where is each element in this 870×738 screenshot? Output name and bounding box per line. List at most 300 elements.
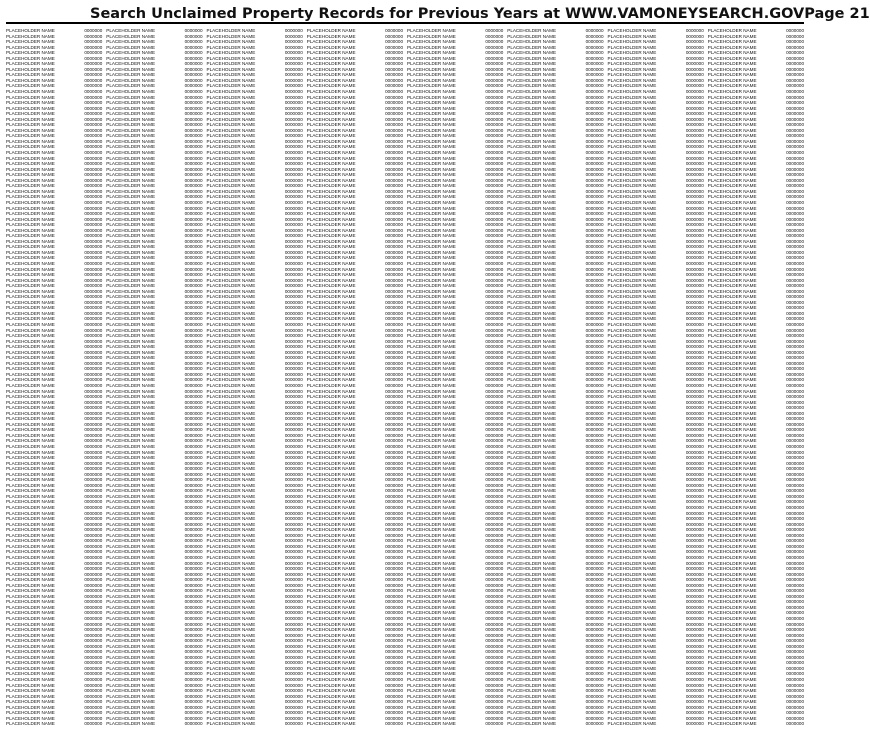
owner-name: PLACEHOLDER NAME [6,61,55,67]
property-id: 0000000 [485,360,504,366]
property-id: 0000000 [84,665,103,671]
property-id: 0000000 [786,660,804,666]
property-id: 0000000 [184,588,203,594]
property-id: 0000000 [786,638,804,644]
owner-name: PLACEHOLDER NAME [607,455,657,461]
property-id: 0000000 [786,94,804,100]
property-id: 0000000 [485,455,504,461]
owner-name: PLACEHOLDER NAME [607,66,657,72]
property-id: 0000000 [385,499,403,505]
property-id: 0000000 [485,83,504,89]
property-id: 0000000 [685,72,704,78]
owner-name: PLACEHOLDER NAME [407,305,456,311]
owner-name: PLACEHOLDER NAME [607,577,657,583]
owner-name: PLACEHOLDER NAME [607,116,657,122]
property-id: 0000000 [84,582,103,588]
property-id: 0000000 [485,615,504,621]
property-id: 0000000 [184,355,203,361]
owner-name: PLACEHOLDER NAME [507,39,557,45]
owner-name: PLACEHOLDER NAME [407,238,456,244]
owner-name: PLACEHOLDER NAME [707,460,757,466]
property-id: 0000000 [184,266,203,272]
owner-name: PLACEHOLDER NAME [607,643,657,649]
owner-name: PLACEHOLDER NAME [707,427,757,433]
owner-name: PLACEHOLDER NAME [306,211,356,217]
property-id: 0000000 [485,66,504,72]
owner-name: PLACEHOLDER NAME [607,127,657,133]
property-id: 0000000 [84,471,103,477]
property-id: 0000000 [685,89,704,95]
owner-name: PLACEHOLDER NAME [607,649,657,655]
owner-name: PLACEHOLDER NAME [507,183,557,189]
property-id: 0000000 [84,627,103,633]
owner-name: PLACEHOLDER NAME [306,161,356,167]
owner-name: PLACEHOLDER NAME [407,55,456,61]
property-id: 0000000 [685,138,704,144]
property-id: 0000000 [385,100,403,106]
owner-name: PLACEHOLDER NAME [607,89,657,95]
property-id: 0000000 [786,388,804,394]
owner-name: PLACEHOLDER NAME [206,94,256,100]
property-id: 0000000 [485,28,504,33]
owner-name: PLACEHOLDER NAME [407,94,456,100]
property-id: 0000000 [585,554,604,560]
property-id: 0000000 [786,671,804,677]
owner-name: PLACEHOLDER NAME [6,416,55,422]
property-id: 0000000 [184,704,203,710]
owner-name: PLACEHOLDER NAME [206,299,256,305]
owner-name: PLACEHOLDER NAME [206,460,256,466]
owner-name: PLACEHOLDER NAME [106,277,156,283]
owner-name: PLACEHOLDER NAME [707,671,757,677]
property-id: 0000000 [184,288,203,294]
property-id: 0000000 [385,516,403,522]
property-id: 0000000 [585,294,604,300]
owner-name: PLACEHOLDER NAME [607,477,657,483]
property-id: 0000000 [585,499,604,505]
property-id: 0000000 [84,294,103,300]
property-id: 0000000 [84,593,103,599]
owner-name: PLACEHOLDER NAME [306,676,356,682]
owner-name: PLACEHOLDER NAME [507,266,557,272]
property-id: 0000000 [385,676,403,682]
property-id: 0000000 [84,50,103,56]
owner-name: PLACEHOLDER NAME [6,599,55,605]
property-id: 0000000 [184,405,203,411]
property-id: 0000000 [585,172,604,178]
owner-name: PLACEHOLDER NAME [407,161,456,167]
property-id: 0000000 [685,349,704,355]
property-id: 0000000 [585,28,604,33]
owner-name: PLACEHOLDER NAME [707,577,757,583]
property-id: 0000000 [84,66,103,72]
owner-name: PLACEHOLDER NAME [407,116,456,122]
owner-name: PLACEHOLDER NAME [507,222,557,228]
owner-name: PLACEHOLDER NAME [206,83,256,89]
property-id: 0000000 [84,577,103,583]
property-id: 0000000 [184,444,203,450]
owner-name: PLACEHOLDER NAME [106,427,156,433]
owner-name: PLACEHOLDER NAME [607,277,657,283]
property-id: 0000000 [284,554,303,560]
property-id: 0000000 [184,205,203,211]
property-id: 0000000 [585,277,604,283]
owner-name: PLACEHOLDER NAME [407,693,456,699]
owner-name: PLACEHOLDER NAME [206,89,256,95]
owner-name: PLACEHOLDER NAME [206,688,256,694]
property-id: 0000000 [184,50,203,56]
property-id: 0000000 [385,177,403,183]
owner-name: PLACEHOLDER NAME [707,211,757,217]
owner-name: PLACEHOLDER NAME [206,615,256,621]
owner-name: PLACEHOLDER NAME [407,566,456,572]
property-id: 0000000 [485,299,504,305]
property-id: 0000000 [786,577,804,583]
owner-name: PLACEHOLDER NAME [707,665,757,671]
owner-name: PLACEHOLDER NAME [206,394,256,400]
owner-name: PLACEHOLDER NAME [306,244,356,250]
owner-name: PLACEHOLDER NAME [407,299,456,305]
owner-name: PLACEHOLDER NAME [407,272,456,278]
owner-name: PLACEHOLDER NAME [707,627,757,633]
owner-name: PLACEHOLDER NAME [507,161,557,167]
property-id: 0000000 [184,577,203,583]
property-id: 0000000 [485,183,504,189]
property-id: 0000000 [485,338,504,344]
property-id: 0000000 [485,638,504,644]
property-id: 0000000 [585,188,604,194]
listing-entry [507,721,603,727]
property-id: 0000000 [585,471,604,477]
owner-name: PLACEHOLDER NAME [607,399,657,405]
property-id: 0000000 [786,349,804,355]
property-id: 0000000 [184,399,203,405]
property-id: 0000000 [786,599,804,605]
property-id: 0000000 [585,105,604,111]
owner-name: PLACEHOLDER NAME [507,244,557,250]
owner-name: PLACEHOLDER NAME [507,604,557,610]
property-id: 0000000 [685,55,704,61]
owner-name: PLACEHOLDER NAME [407,715,456,721]
owner-name: PLACEHOLDER NAME [707,676,757,682]
owner-name: PLACEHOLDER NAME [206,272,256,278]
owner-name: PLACEHOLDER NAME [507,693,557,699]
property-id: 0000000 [385,255,403,261]
owner-name: PLACEHOLDER NAME [306,427,356,433]
owner-name: PLACEHOLDER NAME [206,28,256,33]
property-id: 0000000 [585,405,604,411]
property-id: 0000000 [786,516,804,522]
owner-name: PLACEHOLDER NAME [607,615,657,621]
owner-name: PLACEHOLDER NAME [6,327,55,333]
property-id: 0000000 [786,416,804,422]
property-id: 0000000 [184,105,203,111]
owner-name: PLACEHOLDER NAME [407,216,456,222]
owner-name: PLACEHOLDER NAME [206,543,256,549]
property-id: 0000000 [385,249,403,255]
owner-name: PLACEHOLDER NAME [707,55,757,61]
property-id: 0000000 [385,288,403,294]
owner-name: PLACEHOLDER NAME [206,305,256,311]
owner-name: PLACEHOLDER NAME [6,704,55,710]
owner-name: PLACEHOLDER NAME [407,554,456,560]
property-id: 0000000 [284,449,303,455]
owner-name: PLACEHOLDER NAME [407,682,456,688]
property-id: 0000000 [184,338,203,344]
property-id: 0000000 [485,427,504,433]
property-id: 0000000 [786,554,804,560]
property-id: 0000000 [84,676,103,682]
property-id: 0000000 [385,277,403,283]
owner-name: PLACEHOLDER NAME [106,83,156,89]
property-id: 0000000 [786,50,804,56]
owner-name: PLACEHOLDER NAME [407,654,456,660]
property-id: 0000000 [485,122,504,128]
property-id: 0000000 [284,610,303,616]
owner-name: PLACEHOLDER NAME [707,688,757,694]
owner-name: PLACEHOLDER NAME [106,488,156,494]
property-id: 0000000 [284,100,303,106]
property-id: 0000000 [385,577,403,583]
property-id: 0000000 [585,521,604,527]
owner-name: PLACEHOLDER NAME [607,682,657,688]
property-id: 0000000 [485,582,504,588]
owner-name: PLACEHOLDER NAME [306,610,356,616]
property-id: 0000000 [585,227,604,233]
property-id: 0000000 [184,543,203,549]
owner-name: PLACEHOLDER NAME [206,466,256,472]
owner-name: PLACEHOLDER NAME [6,183,55,189]
owner-name: PLACEHOLDER NAME [206,643,256,649]
owner-name: PLACEHOLDER NAME [6,466,55,472]
owner-name: PLACEHOLDER NAME [607,294,657,300]
property-id: 0000000 [84,527,103,533]
property-id: 0000000 [585,39,604,45]
property-id: 0000000 [786,211,804,217]
property-id: 0000000 [184,721,203,727]
property-id: 0000000 [284,188,303,194]
owner-name: PLACEHOLDER NAME [106,227,156,233]
property-id: 0000000 [685,277,704,283]
property-id: 0000000 [84,299,103,305]
owner-name: PLACEHOLDER NAME [306,621,356,627]
owner-name: PLACEHOLDER NAME [6,432,55,438]
listing-column [106,28,202,736]
owner-name: PLACEHOLDER NAME [106,183,156,189]
property-id: 0000000 [184,566,203,572]
owner-name: PLACEHOLDER NAME [6,266,55,272]
owner-name: PLACEHOLDER NAME [306,638,356,644]
owner-name: PLACEHOLDER NAME [106,566,156,572]
property-id: 0000000 [184,188,203,194]
property-id: 0000000 [685,471,704,477]
property-id: 0000000 [385,627,403,633]
owner-name: PLACEHOLDER NAME [707,599,757,605]
owner-name: PLACEHOLDER NAME [407,321,456,327]
owner-name: PLACEHOLDER NAME [507,327,557,333]
property-id: 0000000 [184,44,203,50]
owner-name: PLACEHOLDER NAME [607,216,657,222]
property-id: 0000000 [786,521,804,527]
owner-name: PLACEHOLDER NAME [106,582,156,588]
owner-name: PLACEHOLDER NAME [707,383,757,388]
owner-name: PLACEHOLDER NAME [607,100,657,106]
owner-name: PLACEHOLDER NAME [407,577,456,583]
owner-name: PLACEHOLDER NAME [607,333,657,339]
owner-name: PLACEHOLDER NAME [707,588,757,594]
property-id: 0000000 [184,627,203,633]
property-id: 0000000 [184,632,203,638]
owner-name: PLACEHOLDER NAME [206,100,256,106]
property-id: 0000000 [786,294,804,300]
property-id: 0000000 [84,493,103,499]
owner-name: PLACEHOLDER NAME [707,416,757,422]
owner-name: PLACEHOLDER NAME [106,377,156,383]
owner-name: PLACEHOLDER NAME [507,255,557,261]
property-id: 0000000 [685,50,704,56]
owner-name: PLACEHOLDER NAME [306,543,356,549]
owner-name: PLACEHOLDER NAME [407,344,456,350]
owner-name: PLACEHOLDER NAME [6,288,55,294]
owner-name: PLACEHOLDER NAME [507,577,557,583]
property-id: 0000000 [284,510,303,516]
owner-name: PLACEHOLDER NAME [607,144,657,150]
property-id: 0000000 [184,521,203,527]
owner-name: PLACEHOLDER NAME [106,682,156,688]
property-id: 0000000 [284,527,303,533]
property-id: 0000000 [284,55,303,61]
property-id: 0000000 [184,421,203,427]
property-id: 0000000 [685,399,704,405]
owner-name: PLACEHOLDER NAME [306,111,356,117]
owner-name: PLACEHOLDER NAME [707,122,757,128]
property-id: 0000000 [485,721,504,727]
owner-name: PLACEHOLDER NAME [607,177,657,183]
owner-name: PLACEHOLDER NAME [507,77,557,83]
property-id: 0000000 [485,438,504,444]
owner-name: PLACEHOLDER NAME [507,321,557,327]
property-id: 0000000 [385,505,403,511]
property-id: 0000000 [786,249,804,255]
owner-name: PLACEHOLDER NAME [206,288,256,294]
property-id: 0000000 [585,377,604,383]
property-id: 0000000 [385,688,403,694]
owner-name: PLACEHOLDER NAME [607,249,657,255]
property-id: 0000000 [786,549,804,555]
property-id: 0000000 [485,410,504,416]
property-id: 0000000 [385,421,403,427]
owner-name: PLACEHOLDER NAME [106,638,156,644]
owner-name: PLACEHOLDER NAME [206,521,256,527]
owner-name: PLACEHOLDER NAME [6,155,55,161]
owner-name: PLACEHOLDER NAME [206,582,256,588]
property-id: 0000000 [84,216,103,222]
owner-name: PLACEHOLDER NAME [507,211,557,217]
property-id: 0000000 [184,699,203,705]
property-id: 0000000 [685,688,704,694]
property-id: 0000000 [485,172,504,178]
property-id: 0000000 [184,222,203,228]
property-id: 0000000 [385,161,403,167]
owner-name: PLACEHOLDER NAME [6,127,55,133]
owner-name: PLACEHOLDER NAME [507,665,557,671]
owner-name: PLACEHOLDER NAME [707,366,757,372]
owner-name: PLACEHOLDER NAME [407,466,456,472]
property-id: 0000000 [585,577,604,583]
owner-name: PLACEHOLDER NAME [106,161,156,167]
property-id: 0000000 [485,366,504,372]
owner-name: PLACEHOLDER NAME [607,394,657,400]
owner-name: PLACEHOLDER NAME [607,693,657,699]
property-id: 0000000 [685,444,704,450]
property-id: 0000000 [585,233,604,239]
property-id: 0000000 [786,188,804,194]
owner-name: PLACEHOLDER NAME [6,277,55,283]
owner-name: PLACEHOLDER NAME [407,527,456,533]
owner-name: PLACEHOLDER NAME [306,55,356,61]
owner-name: PLACEHOLDER NAME [206,216,256,222]
owner-name: PLACEHOLDER NAME [6,355,55,361]
owner-name: PLACEHOLDER NAME [607,543,657,549]
property-id: 0000000 [685,111,704,117]
property-id: 0000000 [485,388,504,394]
owner-name: PLACEHOLDER NAME [407,50,456,56]
owner-name: PLACEHOLDER NAME [206,399,256,405]
property-id: 0000000 [84,682,103,688]
property-id: 0000000 [385,338,403,344]
property-id: 0000000 [585,388,604,394]
property-id: 0000000 [786,505,804,511]
property-id: 0000000 [385,310,403,316]
property-id: 0000000 [685,105,704,111]
property-id: 0000000 [786,183,804,189]
property-id: 0000000 [84,277,103,283]
property-id: 0000000 [585,427,604,433]
property-id: 0000000 [184,138,203,144]
listing-entry [6,721,102,727]
owner-name: PLACEHOLDER NAME [407,211,456,217]
property-id: 0000000 [84,588,103,594]
property-id: 0000000 [84,416,103,422]
property-id: 0000000 [184,527,203,533]
owner-name: PLACEHOLDER NAME [507,482,557,488]
property-id: 0000000 [284,39,303,45]
owner-name: PLACEHOLDER NAME [106,444,156,450]
property-id: 0000000 [385,321,403,327]
property-id: 0000000 [184,610,203,616]
property-id: 0000000 [184,682,203,688]
property-id: 0000000 [184,466,203,472]
owner-name: PLACEHOLDER NAME [707,144,757,150]
property-id: 0000000 [385,638,403,644]
owner-name: PLACEHOLDER NAME [306,510,356,516]
property-id: 0000000 [485,277,504,283]
property-id: 0000000 [485,444,504,450]
owner-name: PLACEHOLDER NAME [106,704,156,710]
owner-name: PLACEHOLDER NAME [407,127,456,133]
property-id: 0000000 [284,660,303,666]
owner-name: PLACEHOLDER NAME [607,61,657,67]
owner-name: PLACEHOLDER NAME [607,444,657,450]
owner-name: PLACEHOLDER NAME [407,599,456,605]
property-id: 0000000 [786,39,804,45]
property-id: 0000000 [284,699,303,705]
owner-name: PLACEHOLDER NAME [707,150,757,156]
property-id: 0000000 [585,399,604,405]
owner-name: PLACEHOLDER NAME [106,671,156,677]
owner-name: PLACEHOLDER NAME [507,427,557,433]
property-id: 0000000 [685,516,704,522]
